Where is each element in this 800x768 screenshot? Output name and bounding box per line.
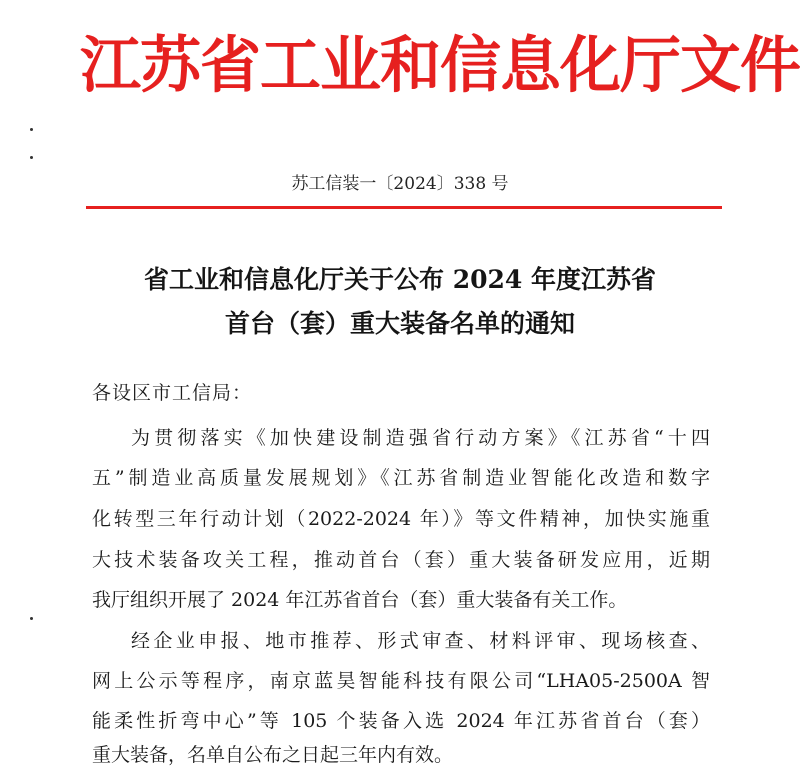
notice-title-line-1: 省工业和信息化厅关于公布 2024 年度江苏省 <box>144 265 656 294</box>
scan-speck <box>30 617 33 620</box>
paragraph-1-line-1: 为贯彻落实《加快建设制造强省行动方案》《江苏省“十四 <box>131 427 710 449</box>
scan-speck <box>30 156 33 159</box>
paragraph-2-line-3: 能柔性折弯中心”等 105 个装备入选 2024 年江苏省首台（套） <box>92 710 710 732</box>
paragraph-2-line-4: 重大装备，名单自公布之日起三年内有效。 <box>92 744 454 766</box>
paragraph-1-line-4: 大技术装备攻关工程，推动首台（套）重大装备研发应用，近期 <box>92 549 710 571</box>
paragraph-1-line-2: 五”制造业高质量发展规划》《江苏省制造业智能化改造和数字 <box>92 467 710 489</box>
scan-speck <box>30 128 33 131</box>
paragraph-2-line-2: 网上公示等程序，南京蓝昊智能科技有限公司“LHA05-2500A 智 <box>92 670 710 692</box>
paragraph-2-line-1: 经企业申报、地市推荐、形式审查、材料评审、现场核查、 <box>131 630 710 652</box>
red-separator-line <box>86 206 722 209</box>
masthead-title: 江苏省工业和信息化厅文件 <box>80 30 800 101</box>
document-number: 苏工信装一〔2024〕338 号 <box>291 174 509 194</box>
paragraph-1-line-3: 化转型三年行动计划（2022-2024 年）》等文件精神，加快实施重 <box>92 508 710 530</box>
notice-title-line-2: 首台（套）重大装备名单的通知 <box>224 309 575 338</box>
paragraph-1-line-5: 我厅组织开展了 2024 年江苏省首台（套）重大装备有关工作。 <box>92 589 628 611</box>
addressee: 各设区市工信局： <box>92 382 253 404</box>
